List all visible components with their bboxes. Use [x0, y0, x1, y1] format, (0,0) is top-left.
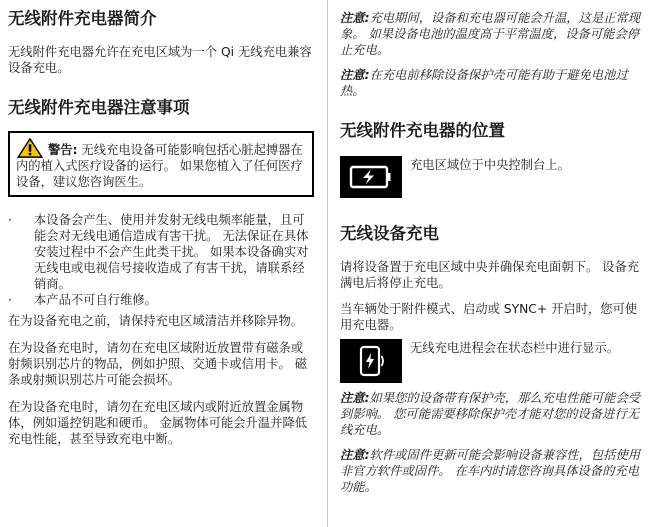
- paragraph-clean-area: 在为设备充电之前，请保持充电区域清洁并移除异物。: [8, 314, 304, 328]
- note-case-performance: [340, 390, 646, 438]
- wireless-charger-pad-icon: [340, 156, 402, 198]
- warning-label: 警告:: [48, 143, 78, 157]
- note-heating: [340, 10, 646, 58]
- precaution-list: [8, 212, 314, 308]
- warning-text: 无线充电设备可能影响包括心脏起搏器在内的植入式医疗设备的运行。 如果您植入了任何医疗设备，建议您咨询医生。: [16, 143, 303, 189]
- list-item: [8, 212, 314, 292]
- bullet-text: 本产品不可自行维修。: [34, 293, 157, 307]
- note-label: 注意:: [340, 391, 370, 405]
- column-divider: [327, 0, 328, 527]
- paragraph-metal-objects: 在为设备充电时，请勿在充电区域内或附近放置金属物体，例如遥控钥匙和硬币。 金属物体可能会升温并降低充电性能，甚至导致充电中断。: [8, 400, 308, 446]
- note-label: 注意:: [340, 11, 370, 25]
- location-title: 无线附件充电器的位置: [340, 121, 505, 140]
- location-row: [340, 156, 646, 198]
- intro-title: 无线附件充电器简介: [8, 9, 157, 28]
- charging-title: 无线设备充电: [340, 224, 439, 243]
- location-text: 充电区域位于中央控制台上。: [410, 158, 570, 172]
- list-item: [8, 292, 314, 308]
- note-remove-case: [340, 67, 646, 99]
- note-label: 注意:: [340, 448, 370, 462]
- warning-box: [8, 131, 314, 197]
- charging-text-2: 当车辆处于附件模式、启动或 SYNC+ 开启时，您可使用充电器。: [340, 302, 638, 332]
- note-software-compat: [340, 447, 646, 495]
- warning-triangle-icon: [16, 138, 44, 158]
- note-text: 如果您的设备带有保护壳，那么充电性能可能会受到影响。 您可能需要移除保护壳才能对您的设备进行无线充电。: [340, 391, 641, 437]
- note-label: 注意:: [340, 68, 370, 82]
- right-column: [340, 0, 646, 495]
- note-text: 在充电前移除设备保护壳可能有助于避免电池过热。: [340, 68, 628, 98]
- note-text: 充电期间，设备和充电器可能会升温，这是正常现象。 如果设备电池的温度高于平常温度，设备可能会停止充电。: [340, 11, 641, 57]
- status-row: [340, 339, 646, 383]
- note-text: 软件或固件更新可能会影响设备兼容性，包括使用非官方软件或固件。 在车内时请您咨询具体设备的充电功能。: [340, 448, 641, 494]
- bullet-symbol: ·: [8, 213, 12, 227]
- left-column: [8, 0, 314, 447]
- phone-wireless-charging-icon: [340, 339, 402, 383]
- charging-text-1: 请将设备置于充电区域中央并确保充电面朝下。 设备充满电后将停止充电。: [340, 260, 640, 290]
- intro-text: 无线附件充电器允许在充电区域为一个 Qi 无线充电兼容设备充电。: [8, 45, 312, 75]
- precautions-title: 无线附件充电器注意事项: [8, 98, 190, 117]
- bullet-text: 本设备会产生、使用并发射无线电频率能量，且可能会对无线电通信造成有害干扰。 无法保证在具体安装过程中不会产生此类干扰。 如果本设备确实对无线电或电视信号接收造成了有害干扰，请联系经销商。: [34, 213, 309, 291]
- bullet-symbol: ·: [8, 293, 12, 307]
- paragraph-magnetic-items: 在为设备充电时，请勿在充电区域附近放置带有磁条或射频识别芯片的物品，例如护照、交通卡或信用卡。 磁条或射频识别芯片可能会损坏。: [8, 341, 308, 387]
- status-text: 无线充电进程会在状态栏中进行显示。: [410, 341, 620, 355]
